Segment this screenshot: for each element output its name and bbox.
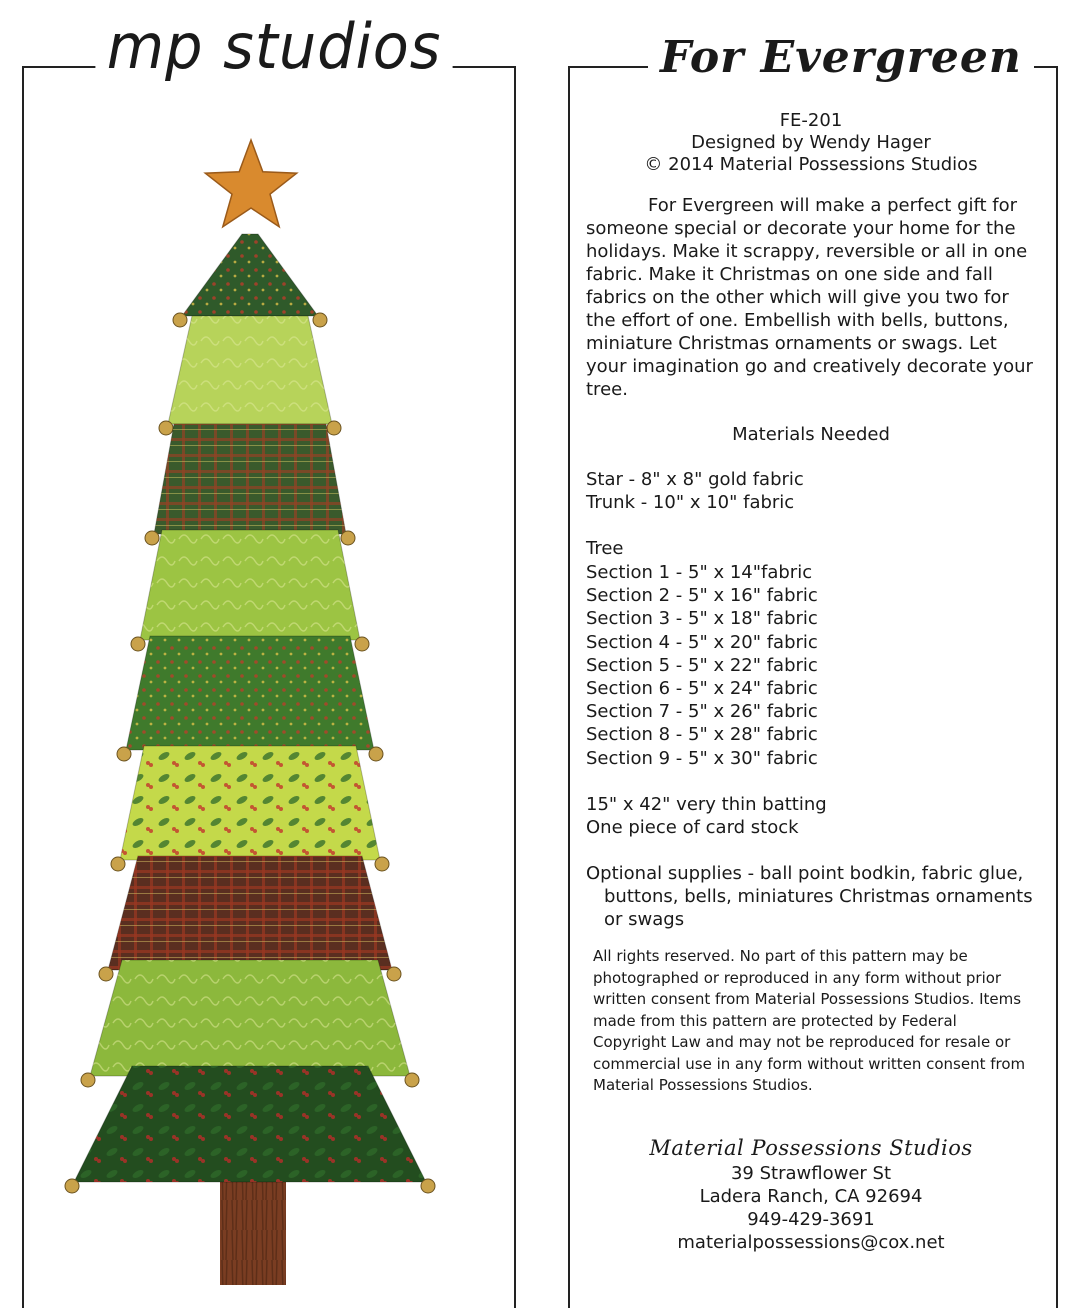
tree-section-7-pattern <box>108 856 392 970</box>
bell-icon <box>405 1073 419 1087</box>
tree-section-list <box>586 561 818 770</box>
bell-icon <box>355 637 369 651</box>
tree-illustration <box>0 0 540 1288</box>
tree-materials-heading: Tree <box>586 538 624 559</box>
tree-section-3-pattern <box>154 424 346 534</box>
tree-section-1-pattern <box>182 234 318 316</box>
bell-icon <box>111 857 125 871</box>
star-icon <box>205 140 296 227</box>
material-batting: 15" x 42" very thin batting <box>586 794 827 815</box>
basic-materials-list <box>586 468 804 514</box>
bell-icon <box>387 967 401 981</box>
pattern-description: For Evergreen will make a perfect gift for someone special or decorate your home for the holidays. Make it scrappy, reversible or all in one fabric. Make it Christmas on one side and fall fabrics on the other which will give you two for the effort of one. Embellish with bells, buttons, miniature Christmas ornaments or swags. Let your imagination go and creatively decorate your tree. <box>586 195 1033 400</box>
rights-notice: All rights reserved. No part of this pattern may be photographed or reproduced in any form without prior written consent from Material Possessions Studios. Items made from this pattern are protected by Federal Copyright Law and may not be reproduced for resale or commercial use in any form without written consent from Material Possessions Studios. <box>593 947 1026 1094</box>
bell-icon <box>327 421 341 435</box>
bell-icon <box>159 421 173 435</box>
bell-icon <box>375 857 389 871</box>
bell-icon <box>81 1073 95 1087</box>
bell-icon <box>313 313 327 327</box>
pattern-code: FE-201 <box>779 110 843 131</box>
contact-block <box>568 1134 1054 1254</box>
brand-logo: mp studios <box>95 10 452 83</box>
tree-section-4-pattern <box>140 530 360 640</box>
bell-icon <box>65 1179 79 1193</box>
bell-icon <box>145 531 159 545</box>
section-item: Section 2 - 5" x 16" fabric <box>586 585 818 607</box>
batting-list <box>586 793 827 839</box>
copyright-line: © 2014 Material Possessions Studios <box>644 154 978 175</box>
section-item: Section 9 - 5" x 30" fabric <box>586 747 818 769</box>
optional-supplies-line: buttons, bells, miniatures Christmas ornaments <box>604 886 1033 907</box>
tree-section-9-pattern <box>74 1066 426 1182</box>
contact-name: Material Possessions Studios <box>649 1136 973 1160</box>
optional-supplies-line: Optional supplies - ball point bodkin, fabric glue, <box>586 863 1024 884</box>
bell-icon <box>421 1179 435 1193</box>
contact-street: 39 Strawflower St <box>730 1163 891 1184</box>
tree-section-6-pattern <box>120 746 380 860</box>
pattern-title: For Evergreen <box>648 32 1034 83</box>
bell-icon <box>341 531 355 545</box>
bell-icon <box>173 313 187 327</box>
tree-section-2-pattern <box>168 316 332 424</box>
section-item: Section 6 - 5" x 24" fabric <box>586 678 818 700</box>
bell-icon <box>369 747 383 761</box>
material-trunk: Trunk - 10" x 10" fabric <box>586 492 795 514</box>
tree-section-8-pattern <box>90 960 410 1076</box>
section-item: Section 1 - 5" x 14"fabric <box>586 562 813 583</box>
material-star: Star - 8" x 8" gold fabric <box>586 469 804 490</box>
contact-phone: 949-429-3691 <box>747 1209 875 1230</box>
material-card-stock: One piece of card stock <box>586 817 799 839</box>
tree-section-5-pattern <box>126 636 374 750</box>
contact-city: Ladera Ranch, CA 92694 <box>699 1186 923 1207</box>
bell-icon <box>99 967 113 981</box>
section-item: Section 3 - 5" x 18" fabric <box>586 608 818 630</box>
section-item: Section 7 - 5" x 26" fabric <box>586 701 818 723</box>
section-item: Section 5 - 5" x 22" fabric <box>586 654 818 676</box>
bell-icon <box>117 747 131 761</box>
pattern-header <box>568 110 1054 176</box>
section-item: Section 8 - 5" x 28" fabric <box>586 724 818 746</box>
bell-icon <box>131 637 145 651</box>
designer-credit: Designed by Wendy Hager <box>691 132 931 153</box>
section-item: Section 4 - 5" x 20" fabric <box>586 631 818 653</box>
materials-heading: Materials Needed <box>732 424 890 445</box>
contact-email: materialpossessions@cox.net <box>677 1232 945 1253</box>
optional-supplies <box>586 862 1036 931</box>
tree-trunk-texture <box>220 1175 286 1285</box>
optional-supplies-line: or swags <box>604 909 685 930</box>
